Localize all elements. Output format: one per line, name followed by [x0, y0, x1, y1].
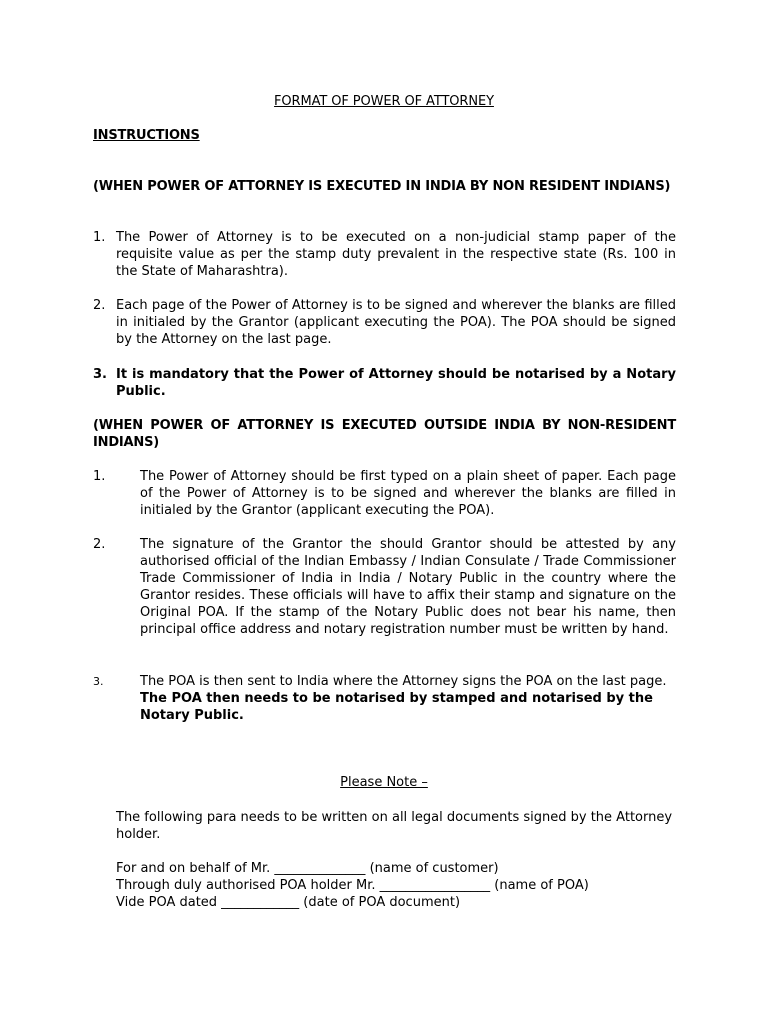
list-item-text: The Power of Attorney is to be executed on a non-judicial stamp paper of the requisite value as per the stamp duty prevalent in the respective state (Rs. 100 in the State of Maharashtra). — [116, 230, 676, 279]
list-item-number: 1. — [93, 469, 106, 484]
note-paragraph: The following para needs to be written on all legal documents signed by the Attorney holder. — [116, 810, 673, 842]
note-line-poa-date: Vide POA dated ____________ (date of POA document) — [116, 895, 461, 910]
note-line-customer: For and on behalf of Mr. ______________ (name of customer) — [116, 861, 499, 876]
note-lines — [116, 860, 676, 911]
please-note-heading: Please Note – — [340, 775, 428, 790]
list-item — [93, 673, 676, 724]
list-item-text: The POA is then sent to India where the Attorney signs the POA on the last page. — [140, 674, 667, 689]
list-item-text: It is mandatory that the Power of Attorney should be notarised by a Notary Public. — [116, 367, 676, 399]
list-item — [93, 229, 676, 280]
list-item-text: Each page of the Power of Attorney is to be signed and wherever the blanks are filled in initialed by the Grantor (applicant executing the POA). The POA should be signed by the Attorney on the last page. — [116, 298, 676, 347]
list-item — [93, 468, 676, 519]
section1-heading: (WHEN POWER OF ATTORNEY IS EXECUTED IN INDIA BY NON RESIDENT INDIANS) — [93, 179, 671, 194]
list-item-bold-text: The POA then needs to be notarised by stamped and notarised by the Notary Public. — [140, 691, 653, 723]
list-item-number: 3. — [93, 675, 104, 688]
note-line-poa-holder: Through duly authorised POA holder Mr. _________________ (name of POA) — [116, 878, 589, 893]
list-item-text: The signature of the Grantor the should Grantor should be attested by any authorised official of the Indian Embassy / Indian Consulate / Trade Commissioner Trade Commissioner of India in India / Notary Public in the country where the Grantor resides. These officials will have to affix their stamp and signature on the Original POA. If the stamp of the Notary Public does not bear his name, then principal office address and notary registration number must be written by hand. — [140, 537, 676, 637]
section2-heading: (WHEN POWER OF ATTORNEY IS EXECUTED OUTSIDE INDIA BY NON-RESIDENT INDIANS) — [93, 418, 676, 450]
list-item — [93, 297, 676, 348]
list-item — [93, 536, 676, 638]
instructions-heading: INSTRUCTIONS — [93, 128, 200, 143]
list-item — [93, 366, 676, 400]
list-item-number: 2. — [93, 298, 106, 313]
list-item-number: 2. — [93, 537, 106, 552]
document-title: FORMAT OF POWER OF ATTORNEY — [274, 94, 494, 109]
list-item-number: 3. — [93, 367, 107, 382]
list-item-number: 1. — [93, 230, 106, 245]
list-item-text: The Power of Attorney should be first typed on a plain sheet of paper. Each page of the Power of Attorney is to be signed and wherever the blanks are filled in initialed by the Grantor (applicant executing the POA). — [140, 469, 676, 518]
